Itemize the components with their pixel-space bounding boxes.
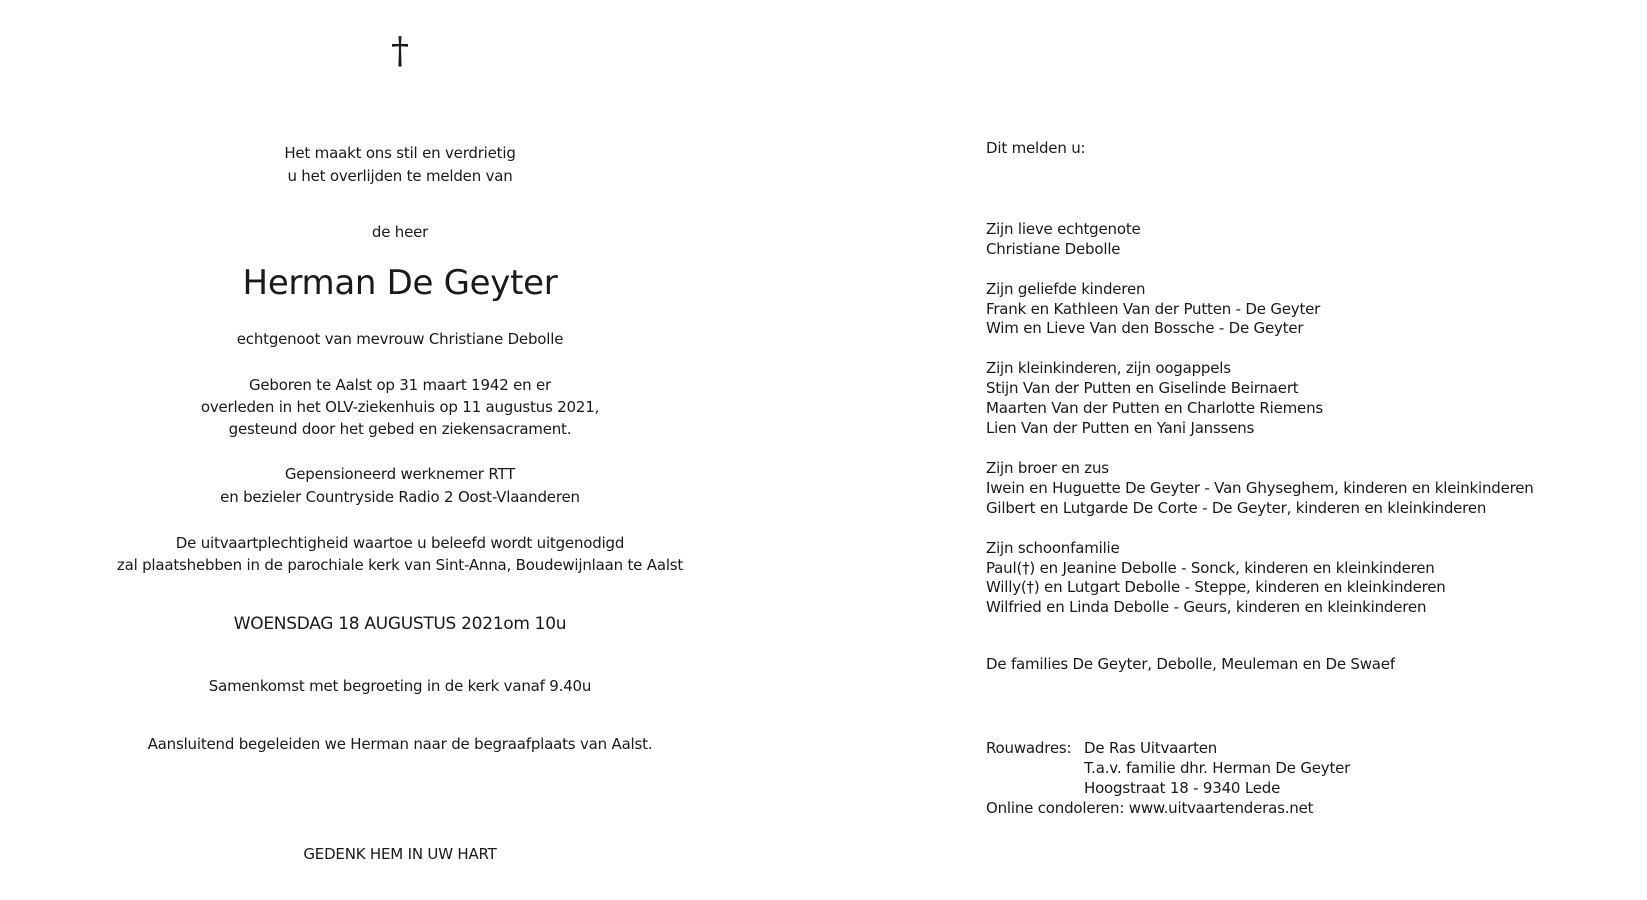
- born-line-1: Geboren te Aalst op 31 maart 1942 en er: [248, 376, 552, 394]
- address-line: Hoogstraat 18 - 9340 Lede: [1084, 779, 1281, 797]
- list-item: Iwein en Huguette De Geyter - Van Ghyseghem, kinderen en kleinkinderen: [986, 479, 1534, 497]
- address-line: De Ras Uitvaarten: [1084, 739, 1218, 757]
- spouse-heading: Zijn lieve echtgenote: [986, 220, 1141, 238]
- burial-line: Aansluitend begeleiden we Herman naar de begraafplaats van Aalst.: [147, 735, 653, 753]
- online-condolence: Online condoleren: www.uitvaartenderas.net: [986, 799, 1314, 817]
- list-item: Paul(†) en Jeanine Debolle - Sonck, kinderen en kleinkinderen: [986, 559, 1435, 577]
- funeral-line-1: De uitvaartplechtigheid waartoe u beleefd wordt uitgenodigd: [175, 534, 625, 552]
- list-item: Willy(†) en Lutgart Debolle - Steppe, kinderen en kleinkinderen: [986, 578, 1446, 596]
- list-item: Gilbert en Lutgarde De Corte - De Geyter, kinderen en kleinkinderen: [986, 499, 1487, 517]
- spouse-name: Christiane Debolle: [986, 240, 1121, 258]
- funeral-date: WOENSDAG 18 AUGUSTUS 2021om 10u: [233, 614, 567, 634]
- inlaws-heading: Zijn schoonfamilie: [986, 539, 1120, 557]
- list-item: Stijn Van der Putten en Giselinde Beirnaert: [986, 379, 1299, 397]
- spouse-line: echtgenoot van mevrouw Christiane Debolle: [236, 330, 564, 348]
- siblings-heading: Zijn broer en zus: [986, 459, 1109, 477]
- list-item: Frank en Kathleen Van der Putten - De Geyter: [986, 300, 1321, 318]
- intro-line-2: u het overlijden te melden van: [287, 167, 513, 185]
- list-item: Lien Van der Putten en Yani Janssens: [986, 419, 1255, 437]
- list-item: Maarten Van der Putten en Charlotte Riemens: [986, 399, 1324, 417]
- children-heading: Zijn geliefde kinderen: [986, 280, 1146, 298]
- deceased-name: Herman De Geyter: [242, 263, 558, 303]
- families-line: De families De Geyter, Debolle, Meuleman en De Swaef: [986, 655, 1395, 673]
- address-label: Rouwadres:: [986, 739, 1072, 757]
- intro-line-1: Het maakt ons stil en verdrietig: [284, 144, 516, 162]
- funeral-line-2: zal plaatshebben in de parochiale kerk van Sint-Anna, Boudewijnlaan te Aalst: [116, 556, 684, 574]
- grandchildren-heading: Zijn kleinkinderen, zijn oogappels: [986, 359, 1231, 377]
- job-line-1: Gepensioneerd werknemer RTT: [284, 465, 516, 483]
- title-text: de heer: [371, 223, 429, 241]
- list-item: Wilfried en Linda Debolle - Geurs, kinderen en kleinkinderen: [986, 598, 1427, 616]
- right-intro: Dit melden u:: [986, 139, 1086, 157]
- born-line-2: overleden in het OLV-ziekenhuis op 11 augustus 2021,: [200, 398, 600, 416]
- address-line: T.a.v. familie dhr. Herman De Geyter: [1084, 759, 1351, 777]
- gathering-line: Samenkomst met begroeting in de kerk vanaf 9.40u: [208, 677, 592, 695]
- cross-icon: †: [391, 31, 409, 72]
- born-line-3: gesteund door het gebed en ziekensacrament.: [228, 420, 572, 438]
- remember-line: GEDENK HEM IN UW HART: [303, 845, 497, 863]
- job-line-2: en bezieler Countryside Radio 2 Oost-Vlaanderen: [220, 488, 580, 506]
- list-item: Wim en Lieve Van den Bossche - De Geyter: [986, 319, 1304, 337]
